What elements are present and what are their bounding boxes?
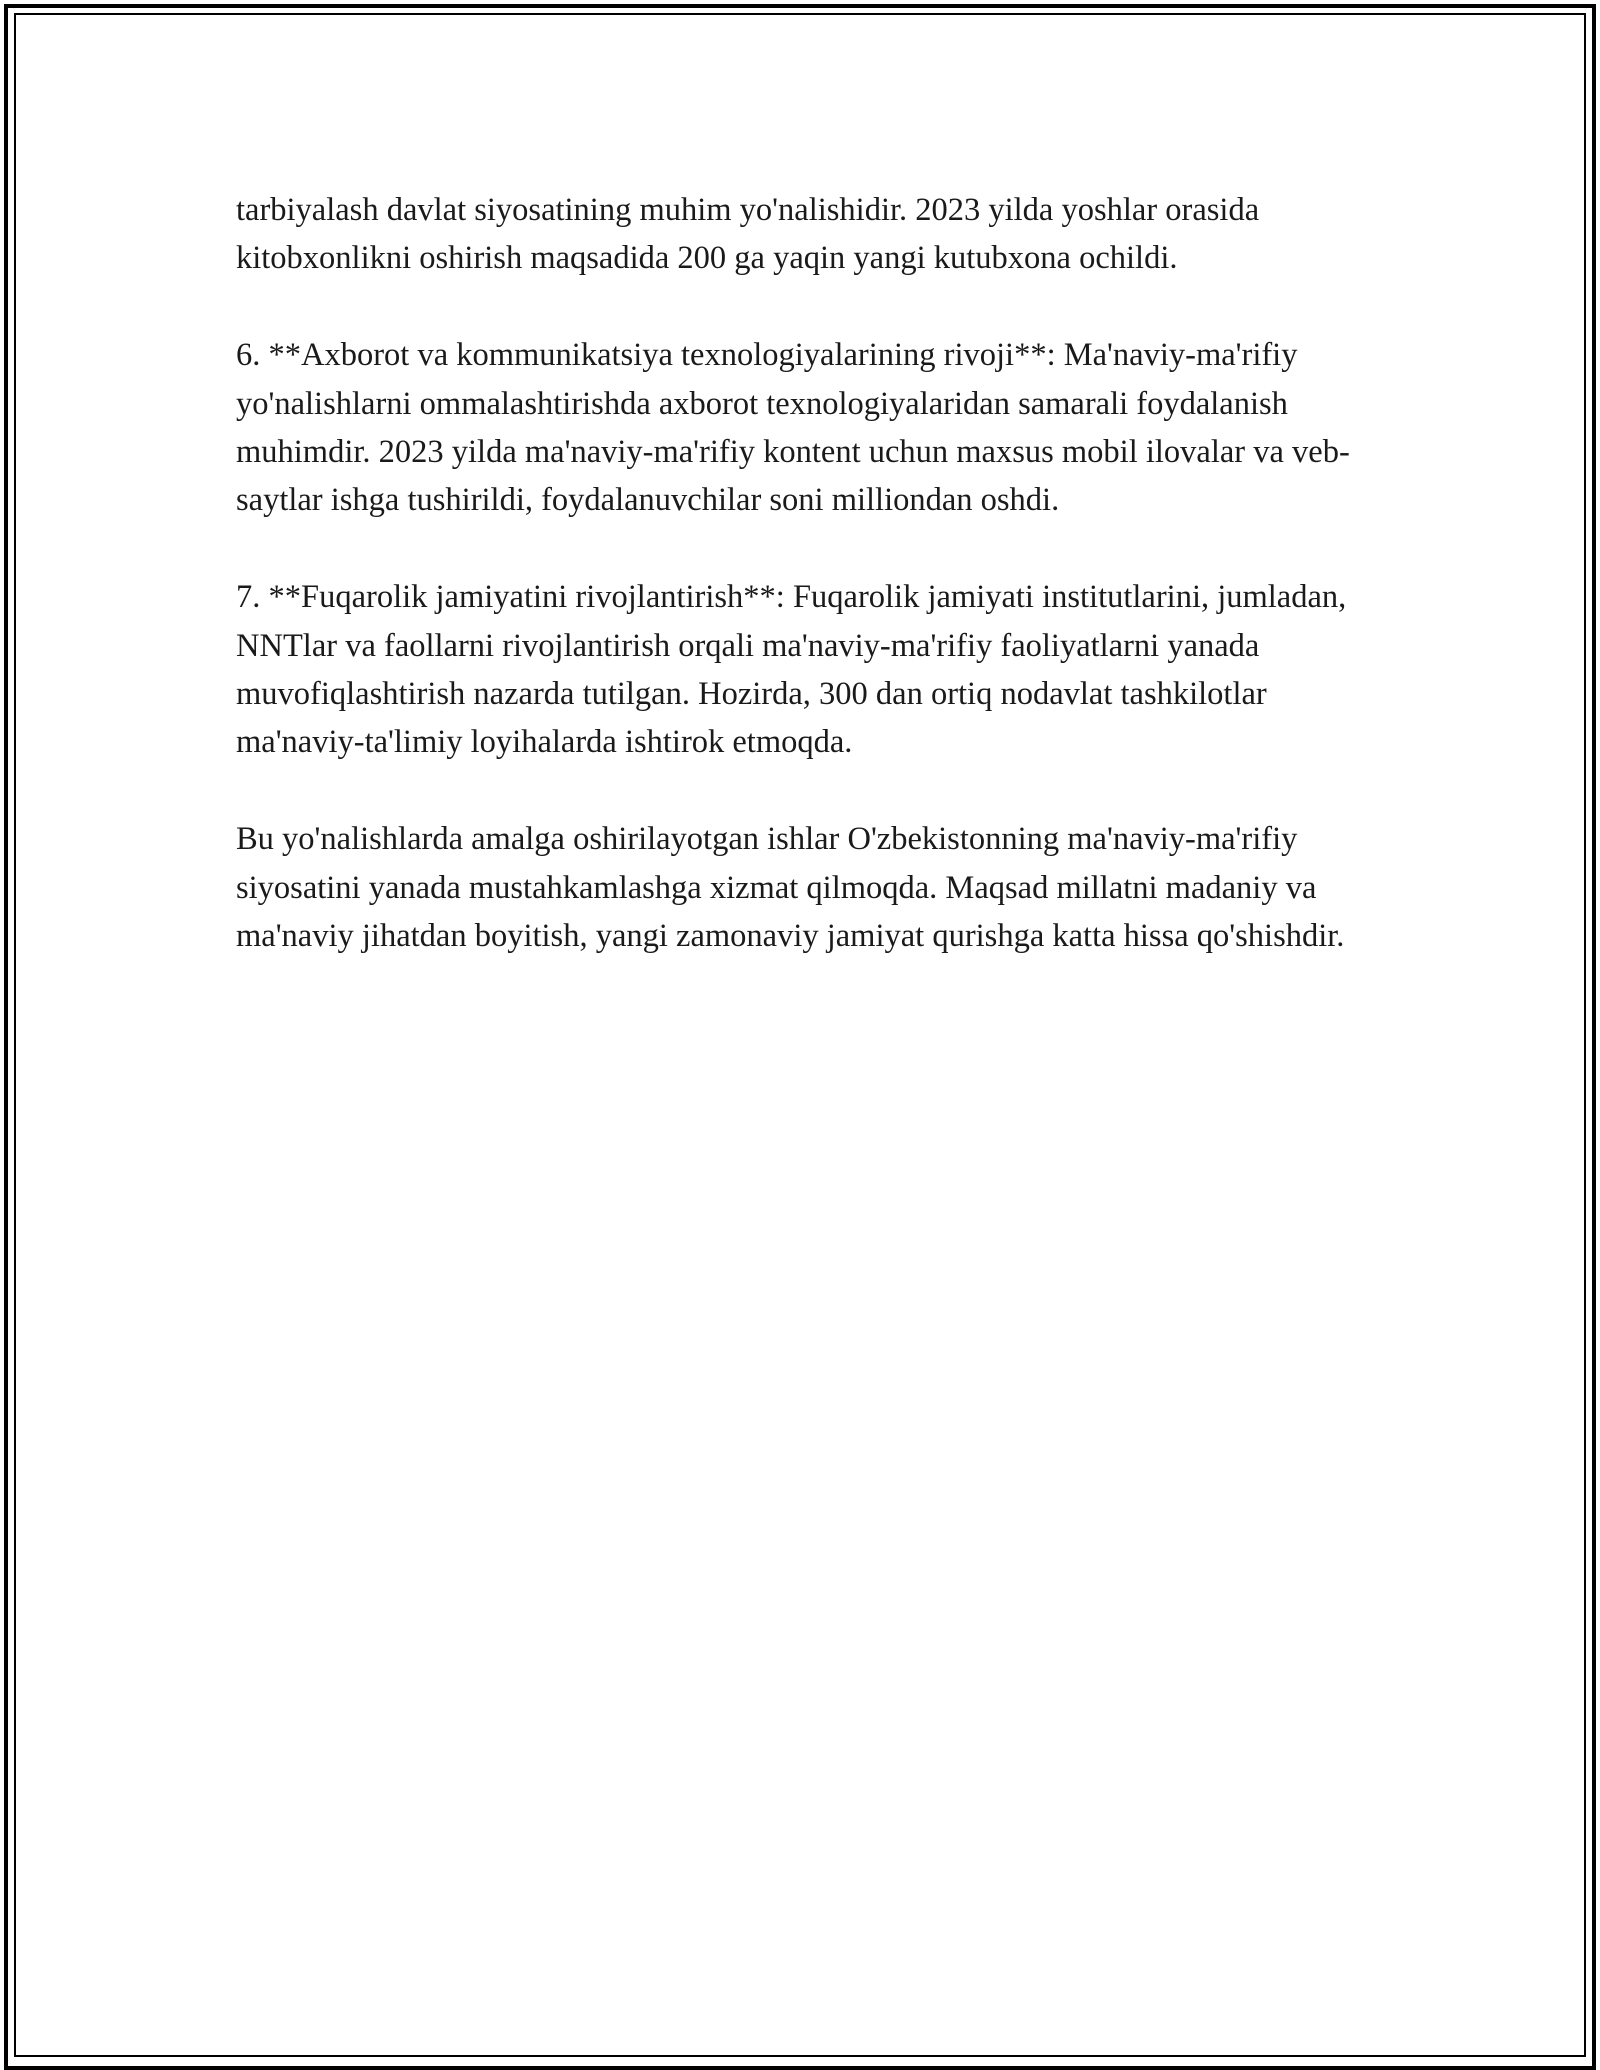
paragraph-item-7: 7. **Fuqarolik jamiyatini rivojlantirish**: Fuqarolik jamiyati institutlarini, jumladan, NNTlar va faollarni rivojlantirish orqali ma'naviy-ma'rifiy faoliyatlarni yanada muvofiqlashtirish nazarda tutilgan. Hozirda, 300 dan ortiq nodavlat tashkilotlar ma'naviy-ta'limiy loyihalarda ishtirok etmoqda. xyxy=(236,579,1347,761)
document-body xyxy=(236,186,1376,1009)
paragraph-conclusion: Bu yo'nalishlarda amalga oshirilayotgan ishlar O'zbekistonning ma'naviy-ma'rifiy siyosatini yanada mustahkamlashga xizmat qilmoqda. Maqsad millatni madaniy va ma'naviy jihatdan boyitish, yangi zamonaviy jamiyat qurishga katta hissa qo'shishdir. xyxy=(236,821,1345,955)
paragraph-item-6: 6. **Axborot va kommunikatsiya texnologiyalarining rivoji**: Ma'naviy-ma'rifiy yo'nalishlarni ommalashtirishda axborot texnologiyalaridan samarali foydalanish muhimdir. 2023 yilda ma'naviy-ma'rifiy kontent uchun maxsus mobil ilovalar va veb-saytlar ishga tushirildi, foydalanuvchilar soni milliondan oshdi. xyxy=(236,337,1350,519)
paragraph-continuation: tarbiyalash davlat siyosatining muhim yo'nalishidir. 2023 yilda yoshlar orasida kitobxonlikni oshirish maqsadida 200 ga yaqin yangi kutubxona ochildi. xyxy=(236,192,1260,277)
